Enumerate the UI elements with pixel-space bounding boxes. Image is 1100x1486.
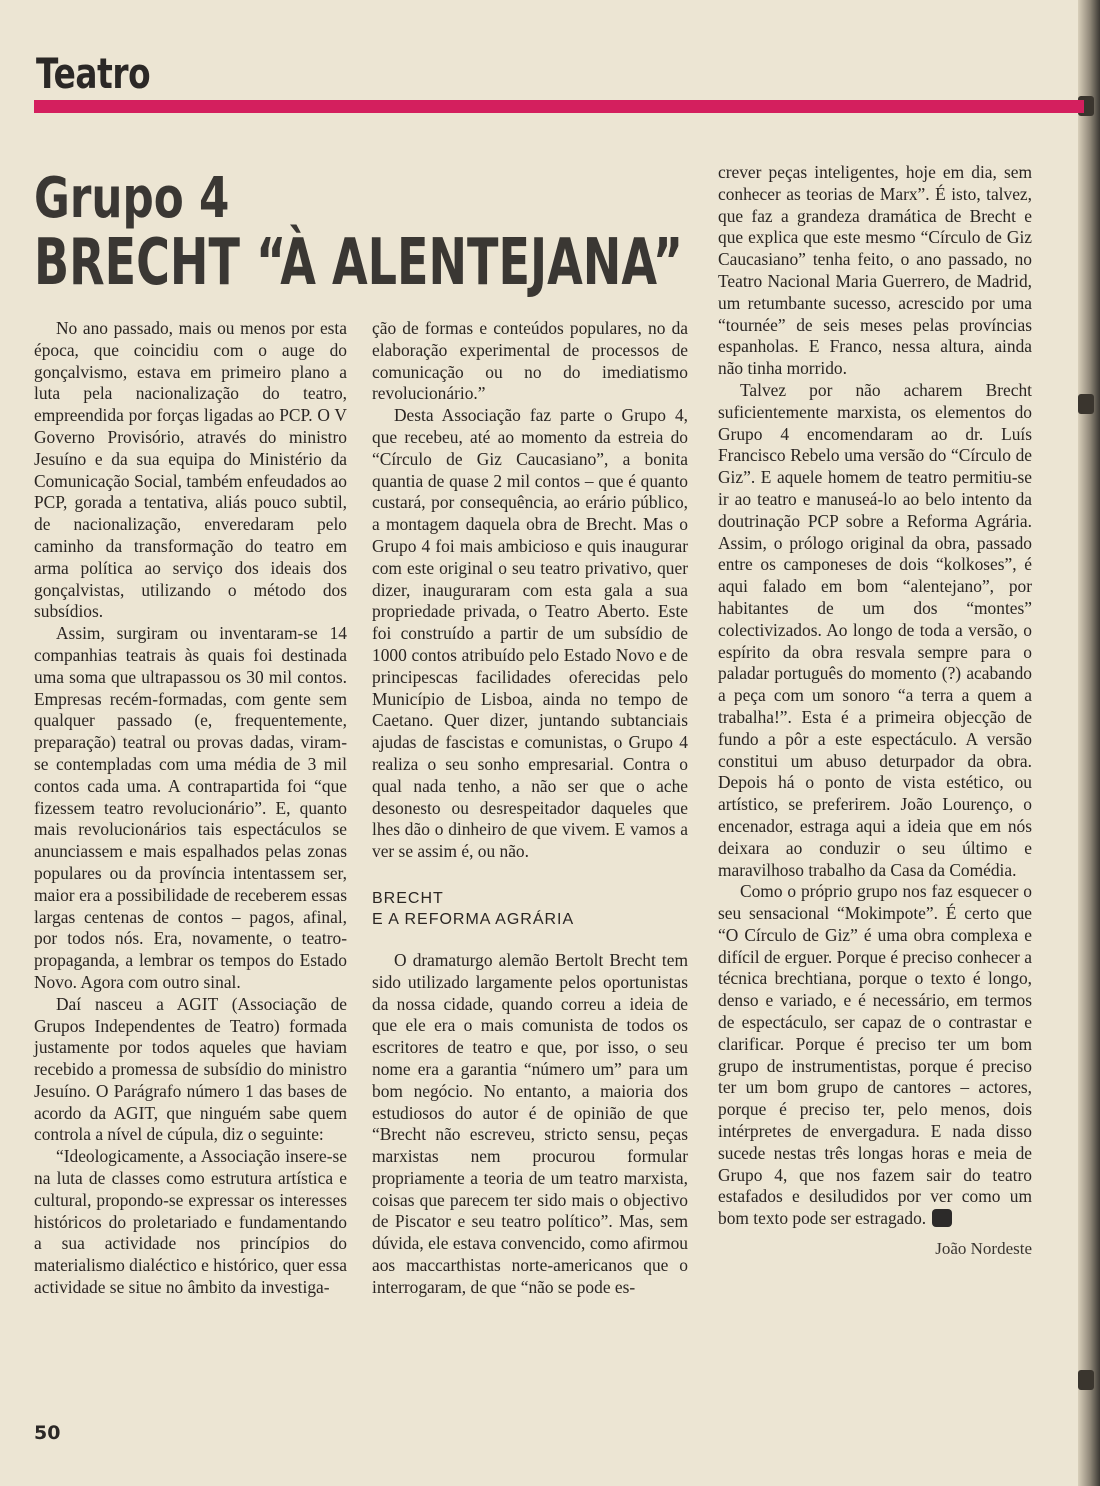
author-signature: João Nordeste: [935, 1239, 1032, 1259]
paragraph: Daí nasceu a AGIT (Associação de Grupos Independentes de Teatro) formada justamente por todos aqueles que haviam recebido a promessa de subsídio do ministro Jesuíno. O Parágrafo número 1 das bases de acordo da AGIT, que ninguém sabe quem controla a nível de cúpula, diz o seguinte:: [34, 993, 347, 1145]
article-column-3: [718, 162, 1032, 1260]
paragraph: O dramaturgo alemão Bertolt Brecht tem sido utilizado largamente pelos oportunistas da nossa cidade, quando correu a ideia de que ele era o mais comunista de todos os escritores de teatro e que, por isso, o seu nome era a garantia “número um” para um bom negócio. No entanto, a maioria dos estudiosos do autor é de opinião de que “Brecht não escreveu, stricto sensu, peças marxistas nem procurou formular propriamente a teoria de um teatro marxista, coisas que parecem ter sido mais o objectivo de Piscator e seu teatro político”. Mas, sem dúvida, ele estava convencido, como afirmou aos maccarthistas norte-americanos que o interrogaram, de que “não se pode es-: [372, 949, 688, 1297]
article-column-1: [34, 318, 347, 1299]
page-number: 50: [34, 1422, 61, 1444]
section-title: Teatro: [36, 49, 151, 98]
paragraph-text: Como o próprio grupo nos faz esquecer o seu sensacional “Mokimpote”. É certo que “O Círculo de Giz” é uma obra complexa e difícil de erguer. Porque é preciso conhecer a técnica brechtiana, porque o texto é longo, denso e variado, e é necessário, em termos de espectáculo, ser capaz de o contrastar e clarificar. Porque é preciso ter um bom grupo de instrumentistas, porque é preciso ter um bom grupo de cantores – actores, porque é preciso ter, pelo menos, dois intérpretes de envergadura. E nada disso sucede nestas três longas horas e meia de Grupo 4, que nos fazem sair do teatro estafados e desiludidos por ver como um bom texto pode ser estragado.: [718, 881, 1032, 1229]
paragraph: crever peças inteligentes, hoje em dia, sem conhecer as teorias de Marx”. É isto, talvez, que faz a grandeza dramática de Brecht e que explica que este mesmo “Círculo de Giz Caucasiano” tenha feito, o ano passado, no Teatro Nacional Maria Guerrero, de Madrid, um retumbante sucesso, acrescido por uma “tournée” de seis meses pelas províncias espanholas. E Franco, nessa altura, ainda não tinha morrido.: [718, 162, 1032, 379]
end-of-article-icon: [932, 1209, 952, 1227]
paragraph: No ano passado, mais ou menos por esta época, que coincidiu com o auge do gonçalvismo, estava em primeiro plano a luta pela nacionalização do teatro, empreendida por forças ligadas ao PCP. O V Governo Provisório, através do ministro Jesuíno e da sua equipa do Ministério da Comunicação Social, também enfeudados ao PCP, gorada a tentativa, aliás pouco subtil, de nacionalização, enveredaram pelo caminho da transformação do teatro em arma política ao serviço dos ideais dos gonçalvistas, utilizando o método dos subsídios.: [34, 318, 347, 622]
subheading: [372, 888, 688, 930]
paragraph: ção de formas e conteúdos populares, no da elaboração experimental de processos de comunicação ou no do imediatismo revolucionário.”: [372, 318, 688, 404]
headline-line-1: Grupo 4: [34, 166, 230, 231]
subheading-line-1: BRECHT: [372, 889, 444, 907]
binding-mark: [1078, 394, 1094, 414]
paragraph: Assim, surgiram ou inventaram-se 14 companhias teatrais às quais foi destinada uma soma que ultrapassou os 30 mil contos. Empresas recém-formadas, com gente sem qualquer passado (e, frequentemente, preparação) teatral ou provas dadas, viram-se contempladas com uma média de 3 mil contos cada uma. A contrapartida foi “que fizessem teatro revolucionário”. E, quanto mais revolucionários tais espectáculos se anunciassem e mais espalhados pelas zonas populares ou da província intentassem ser, maior era a possibilidade de receberem essas largas centenas de contos – pagos, afinal, por todos nós. Era, novamente, o teatro-propaganda, a lembrar os tempos do Estado Novo. Agora com outro sinal.: [34, 623, 347, 992]
section-rule: [34, 100, 1084, 113]
article-column-2: [372, 318, 688, 1299]
paragraph: Talvez por não acharem Brecht suficientemente marxista, os elementos do Grupo 4 encomendaram ao dr. Luís Francisco Rebelo uma versão do “Círculo de Giz”. E aquele homem de teatro permitiu-se ir ao teatro e manuseá-lo ao belo intento da doutrinação PCP sobre a Reforma Agrária. Assim, o prólogo original da obra, passado entre os camponeses de dois “kolkoses”, é aqui falado em bom “alentejano”, por habitantes de um dos “montes” colectivizados. Ao longo de toda a versão, o espírito da obra resvala sempre para o paladar português do momento (?) acabando a peça com um sonoro “a terra a quem a trabalha!”. Esta é a primeira objecção de fundo a pôr a este espectáculo. A versão constitui um abuso deturpador da obra. Depois há o ponto de vista estético, ou artístico, se preferirem. João Lourenço, o encenador, estraga aqui a ideia que em nós deixara ao conduzir o seu último e maravilhoso trabalho da Casa da Comédia.: [718, 379, 1032, 880]
binding-mark: [1078, 1370, 1094, 1390]
paragraph-last: [718, 881, 1032, 1230]
headline-line-2: BRECHT “À ALENTEJANA”: [34, 226, 684, 300]
paragraph: Desta Associação faz parte o Grupo 4, que recebeu, até ao momento da estreia do “Círculo de Giz Caucasiano”, a bonita quantia de quase 2 mil contos – que é quanto custará, por consequência, ao erário público, a montagem daquela obra de Brecht. Mas o Grupo 4 foi mais ambicioso e quis inaugurar com este original o seu teatro privativo, quer dizer, inauguraram com esta gala a sua propriedade privada, o Teatro Aberto. Este foi construído a partir de um subsídio de 1000 contos atribuído pelo Estado Novo e de principescas facilidades oferecidas pelo Município de Lisboa, ainda no tempo de Caetano. Quer dizer, juntando subtanciais ajudas de fascistas e comunistas, o Grupo 4 realiza o seu sonho empresarial. Contra o qual nada tenho, a não ser que o ache desonesto ou desrespeitador daqueles que lhes dão o dinheiro de que vivem. E vamos a ver se assim é, ou não.: [372, 405, 688, 862]
page-binding-edge: [1078, 0, 1100, 1486]
paragraph: “Ideologicamente, a Associação insere-se na luta de classes como estrutura artística e cultural, propondo-se expressar os interesses históricos do proletariado e fundamentando a sua actividade nos princípios do materialismo dialéctico e histórico, quer essa actividade se situe no âmbito da investiga-: [34, 1146, 347, 1298]
subheading-line-2: E A REFORMA AGRÁRIA: [372, 910, 575, 928]
